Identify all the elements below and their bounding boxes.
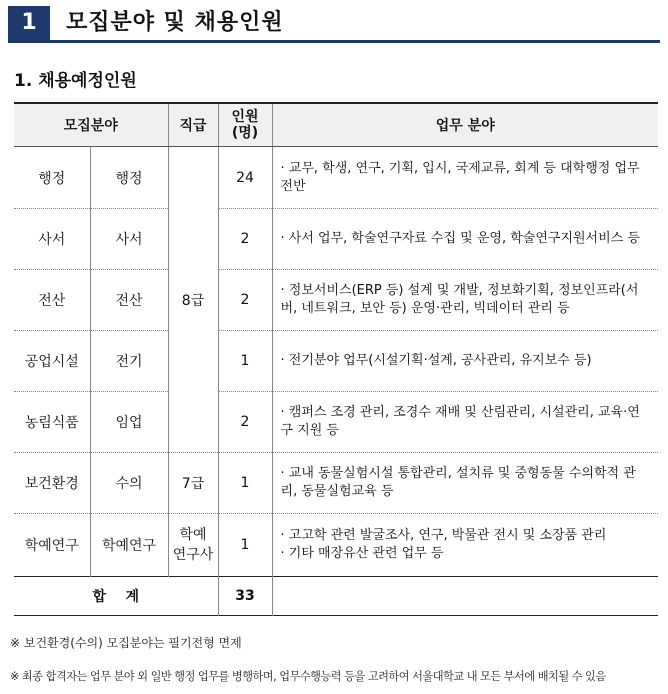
duty-line: · 교내 동물실험시설 통합관리, 설치류 및 중형동물 수의학적 관리, 동물실험교육 등 <box>280 466 636 499</box>
row-duty <box>272 147 658 209</box>
row-count: 24 <box>218 147 272 209</box>
row-duty <box>272 209 658 270</box>
table-row <box>14 209 658 270</box>
total-label: 합 계 <box>14 577 218 616</box>
grade-curator-line2: 연구사 <box>172 547 214 563</box>
row-count: 1 <box>218 331 272 392</box>
row-count: 2 <box>218 392 272 453</box>
header-count-line2: (명) <box>231 125 259 141</box>
duty-line: · 기타 매장유산 관련 업무 등 <box>280 546 444 561</box>
row-count: 2 <box>218 270 272 331</box>
row-count: 1 <box>218 453 272 514</box>
section-header <box>8 6 658 42</box>
duty-line: · 사서 업무, 학술연구자료 수집 및 운영, 학술연구지원서비스 등 <box>280 231 640 246</box>
grade-8: 8급 <box>168 147 218 453</box>
row-duty <box>272 331 658 392</box>
duty-line: · 고고학 관련 발굴조사, 연구, 박물관 전시 및 소장품 관리 <box>280 528 607 543</box>
table-row <box>14 270 658 331</box>
duty-line: · 전기분야 업무(시설기획·설계, 공사관리, 유지보수 등) <box>280 353 592 368</box>
table-row <box>14 514 658 577</box>
row-subfield: 임업 <box>90 392 168 453</box>
table-row <box>14 147 658 209</box>
section-number: 1 <box>8 6 50 40</box>
table-header-row <box>14 103 658 147</box>
row-category: 사서 <box>14 209 90 270</box>
grade-7: 7급 <box>168 453 218 514</box>
note-exemption: ※ 보건환경(수의) 모집분야는 필기전형 면제 <box>10 636 242 650</box>
row-subfield: 전산 <box>90 270 168 331</box>
duty-line: · 캠퍼스 조경 관리, 조경수 재배 및 산림관리, 시설관리, 교육·연구 지원 등 <box>280 405 640 438</box>
row-subfield: 전기 <box>90 331 168 392</box>
grade-curator-line1: 학예 <box>179 527 207 543</box>
section-divider <box>8 40 660 43</box>
duty-line: · 교무, 학생, 연구, 기획, 입시, 국제교류, 회계 등 대학행정 업무 전반 <box>280 160 640 194</box>
row-category: 보건환경 <box>14 453 90 514</box>
row-duty <box>272 270 658 331</box>
note-assignment: ※ 최종 합격자는 업무 분야 외 일반 행정 업무를 병행하며, 업무수행능력 등을 고려하여 서울대학교 내 모든 부서에 배치될 수 있음 <box>10 670 606 683</box>
table-row <box>14 453 658 514</box>
header-duty: 업무 분야 <box>272 103 658 147</box>
recruitment-table <box>14 102 658 616</box>
duty-line: · 정보서비스(ERP 등) 설계 및 개발, 정보화기획, 정보인프라(서버, 네트워크, 보안 등) 운영·관리, 빅데이터 관리 등 <box>280 283 639 316</box>
total-count: 33 <box>218 577 272 616</box>
row-category: 농림식품 <box>14 392 90 453</box>
section-title: 모집분야 및 채용인원 <box>66 10 284 35</box>
table-row <box>14 331 658 392</box>
row-count: 2 <box>218 209 272 270</box>
row-subfield: 학예연구 <box>90 514 168 577</box>
row-duty <box>272 392 658 453</box>
row-count: 1 <box>218 514 272 577</box>
header-grade: 직급 <box>168 103 218 147</box>
row-category: 전산 <box>14 270 90 331</box>
total-duty-empty <box>272 577 658 616</box>
row-category: 학예연구 <box>14 514 90 577</box>
row-subfield: 행정 <box>90 147 168 209</box>
row-duty <box>272 514 658 577</box>
row-category: 행정 <box>14 147 90 209</box>
header-count <box>218 103 272 147</box>
row-duty <box>272 453 658 514</box>
row-category: 공업시설 <box>14 331 90 392</box>
row-subfield: 사서 <box>90 209 168 270</box>
table-row <box>14 392 658 453</box>
header-count-line1: 인원 <box>231 109 259 125</box>
total-row <box>14 577 658 616</box>
row-subfield: 수의 <box>90 453 168 514</box>
grade-curator <box>168 514 218 577</box>
header-field: 모집분야 <box>14 103 168 147</box>
subsection-title: 1. 채용예정인원 <box>14 71 137 91</box>
